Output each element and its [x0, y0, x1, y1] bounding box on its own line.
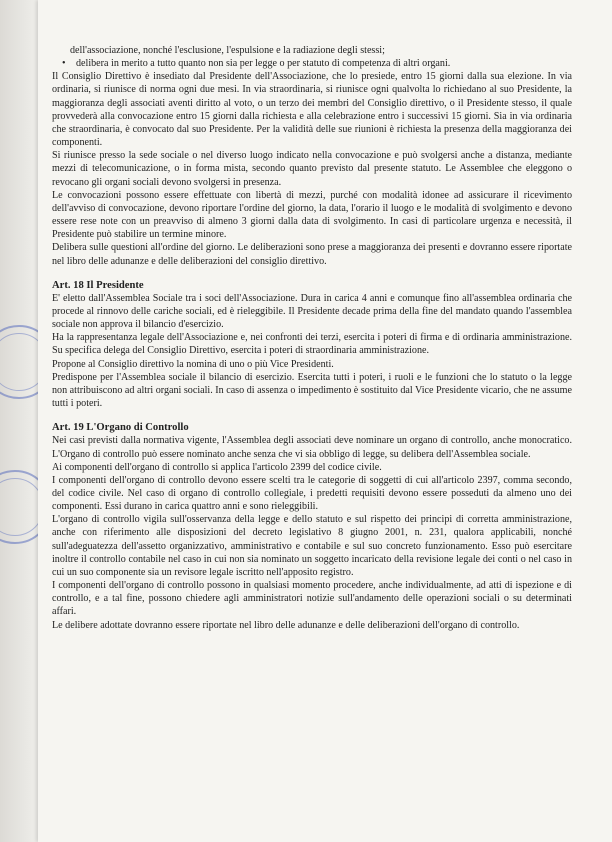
- paragraph: Ha la rappresentanza legale dell'Associazione e, nei confronti dei terzi, esercita i poteri di firma e di ordinaria amministrazione. Su specifica delega del Consiglio Direttivo, esercita i poteri di straordinaria amministrazione.: [52, 332, 572, 357]
- paragraph: Ai componenti dell'organo di controllo si applica l'articolo 2399 del codice civile.: [52, 461, 382, 473]
- bullet-icon: •: [62, 58, 66, 70]
- paragraph: I componenti dell'organo di controllo devono essere scelti tra le categorie di soggetti di cui all'articolo 2397, comma secondo, del codice civile. Nel caso di organo di controllo collegiale, i predetti requisiti devono essere posseduti da almeno uno dei componenti. Essi durano in carica quattro anni e sono rieleggibili.: [52, 474, 572, 513]
- article-heading: Art. 18 Il Presidente: [52, 279, 144, 291]
- paragraph: Delibera sulle questioni all'ordine del giorno. Le deliberazioni sono prese a maggioranza dei presenti e dovranno essere riportate nel libro delle adunanze e delle deliberazioni del consiglio direttivo.: [52, 242, 572, 267]
- paragraph: Si riunisce presso la sede sociale o nel diverso luogo indicato nella convocazione e può svolgersi anche a distanza, mediante mezzi di telecomunicazione, o in forma mista, secondo quanto previsto dal presente statuto. Le Assemblee che eleggono o revocano gli organi sociali devono svolgersi in presenza.: [52, 150, 572, 188]
- paragraph: L'organo di controllo vigila sull'osservanza della legge e dello statuto e sul rispetto dei principi di corretta amministrazione, anche con riferimento alle disposizioni del decreto legislativo 8 giugno 2001, n. 231, qualora applicabili, nonché sull'adeguatezza dell'assetto organizzativo, amministrativo e contabile e sul suo concreto funzionamento. Esso può esercitare inoltre il controllo contabile nel caso in cui non sia nominato un soggetto incaricato della revisione legale dei conti o nel caso in cui un suo componente sia un revisore legale iscritto nell'apposito registro.: [52, 514, 572, 578]
- paragraph: Nei casi previsti dalla normativa vigente, l'Assemblea degli associati deve nominare un organo di controllo, anche monocratico. L'Organo di controllo può essere nominato anche senza che vi sia obbligo di legge, su delibera dell'Assemblea sociale.: [52, 435, 572, 460]
- list-item-text: delibera in merito a tutto quanto non sia per legge o per statuto di competenza di altri organi.: [76, 58, 451, 70]
- list-item: [52, 57, 572, 70]
- paragraph: Le convocazioni possono essere effettuate con libertà di mezzi, purché con modalità idonee ad assicurare il ricevimento dell'avviso di convocazione, devono riportare l'ordine del giorno, la data, l'orario il luogo e le modalità di svolgimento e devono essere rese note con un preavviso di almeno 3 giorni dalla data di svolgimento. In casi di particolare urgenza e necessità, il Presidente può stabilire un termine minore.: [52, 189, 572, 241]
- paragraph: Il Consiglio Direttivo è insediato dal Presidente dell'Associazione, che lo presiede, entro 15 giorni dalla sua elezione. In via ordinaria, si riunisce di norma ogni due mesi. In via straordinaria, si riunisce ogni qualvolta lo richiedano al suo Presidente, la maggioranza degli associati aventi diritto al voto, o un terzo dei membri del Consiglio direttivo, o il Presidente stesso, il quale provvederà alla convocazione entro 15 giorni dalla richiesta e alla celebrazione entro i successivi 15 giorni. Sia in via ordinaria che straordinaria, è convocato dal suo Presidente. Per la validità delle sue riunioni è richiesta la presenza della maggioranza dei componenti.: [52, 71, 572, 149]
- paragraph: Le delibere adottate dovranno essere riportate nel libro delle adunanze e delle deliberazioni dell'organo di controllo.: [52, 619, 520, 631]
- paragraph: E' eletto dall'Assemblea Sociale tra i soci dell'Associazione. Dura in carica 4 anni e comunque fino all'assemblea ordinaria che procede al rinnovo delle cariche sociali, ed è rieleggibile. Il Presidente decade prima della fine del mandato quando l'assemblea sociale non approva il bilancio d'esercizio.: [52, 292, 572, 331]
- paragraph: I componenti dell'organo di controllo possono in qualsiasi momento procedere, anche individualmente, ad atti di ispezione e di controllo, e a tal fine, possono chiedere agli amministratori notizie sull'andamento delle operazioni sociali o su determinati affari.: [52, 580, 572, 618]
- page-binding-edge: [0, 0, 38, 842]
- continuation-line: dell'associazione, nonché l'esclusione, l'espulsione e la radiazione degli stessi;: [70, 45, 385, 56]
- document-body: [52, 44, 572, 632]
- paragraph: Propone al Consiglio direttivo la nomina di uno o più Vice Presidenti.: [52, 358, 334, 370]
- article-heading: Art. 19 L'Organo di Controllo: [52, 422, 189, 434]
- paragraph: Predispone per l'Assemblea sociale il bilancio di esercizio. Esercita tutti i poteri, i ruoli e le funzioni che lo statuto o la legge non attribuiscono ad altri organi sociali. In caso di assenza o impedimento è sostituito dal Vice Presidente vicario, che ne assume tutti i poteri.: [52, 371, 572, 410]
